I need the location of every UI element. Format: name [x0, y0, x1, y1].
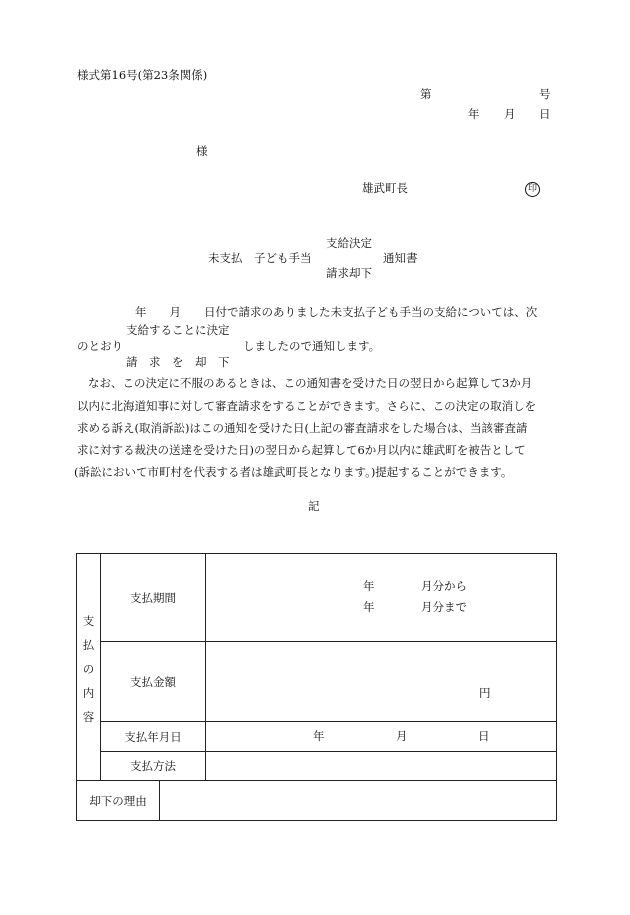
group-char: 払 [82, 638, 95, 652]
payment-date-label: 支払年月日 [101, 722, 206, 752]
date-month: 月 [504, 107, 516, 121]
body-line2-right: しましたので通知します。 [243, 339, 381, 353]
para2-line4: 求に対する裁決の送達を受けた日)の翌日から起算して6か月以内に雄武町を被告として [77, 443, 526, 457]
body-choice1: 支給することに決定 [126, 323, 230, 337]
payment-date-month: 月 [396, 729, 408, 743]
group-char: の [82, 662, 95, 676]
body-line2-left: のとおり [77, 339, 123, 353]
amount-unit: 円 [479, 686, 491, 700]
date-day: 日 [539, 107, 551, 121]
date-year: 年 [468, 107, 480, 121]
payment-date-day: 日 [478, 729, 490, 743]
reason-label: 却下の理由 [77, 781, 160, 821]
addressee-suffix: 様 [196, 144, 208, 158]
seal-icon: 印 [525, 182, 540, 197]
issuer-title: 雄武町長 [362, 181, 408, 195]
period-from-month: 月分から [421, 579, 467, 593]
payment-date-value [206, 722, 557, 752]
body-choice2: 請 求 を 却 下 [126, 355, 230, 369]
title-left: 未支払 子ども手当 [208, 251, 312, 265]
payment-table [76, 553, 557, 821]
amount-value [206, 642, 557, 722]
doc-number-prefix: 第 [420, 87, 432, 101]
amount-label: 支払金額 [101, 642, 206, 722]
group-char: 内 [82, 686, 95, 700]
period-to-year: 年 [363, 600, 375, 614]
para2-line5: (訴訟において市町村を代表する者は雄武町長となります。)提起することができます。 [74, 465, 513, 479]
group-char: 容 [82, 710, 95, 724]
payment-date-year: 年 [313, 729, 325, 743]
period-from-year: 年 [363, 579, 375, 593]
doc-number-suffix: 号 [539, 87, 551, 101]
para2-line3: 求める訴え(取消訴訟)はこの通知を受けた日(上記の審査請求をした場合は、当該審査請 [77, 421, 528, 435]
payment-method-label: 支払方法 [101, 752, 206, 781]
para2-line2: 以内に北海道知事に対して審査請求をすることができます。さらに、この決定の取消しを [77, 399, 537, 413]
period-value [206, 554, 557, 642]
para2-line1: なお、この決定に不服のあるときは、この通知書を受けた日の翌日から起算して3か月 [88, 376, 533, 390]
ki-heading: 記 [308, 499, 320, 513]
payment-content-group-label [77, 554, 101, 781]
body-line1: 年 月 日付で請求のありました未支払子ども手当の支給については、次 [135, 305, 538, 319]
reason-value [160, 781, 557, 821]
period-to-month: 月分まで [421, 600, 467, 614]
title-option-top: 支給決定 [326, 236, 372, 250]
form-number: 様式第16号(第23条関係) [77, 68, 208, 82]
period-label: 支払期間 [101, 554, 206, 642]
group-char: 支 [82, 614, 95, 628]
title-right: 通知書 [383, 251, 418, 265]
payment-method-value [206, 752, 557, 781]
title-option-bottom: 請求却下 [326, 266, 372, 280]
